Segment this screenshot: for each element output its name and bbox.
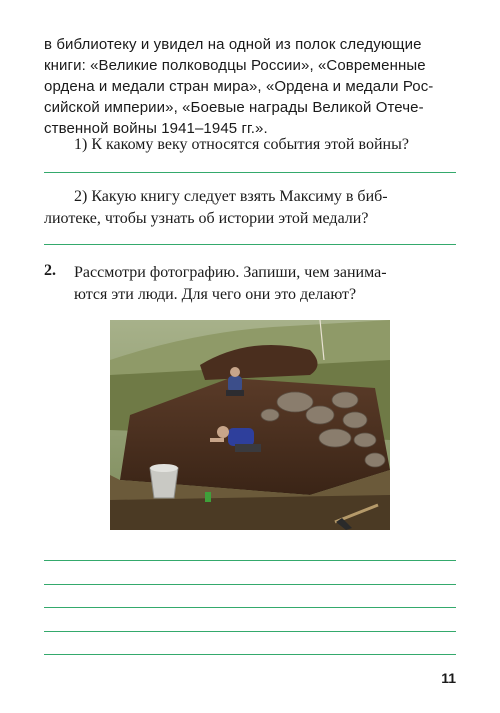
question-1 [74, 134, 409, 156]
intro-paragraph [44, 34, 458, 139]
answer-line[interactable] [44, 631, 456, 632]
answer-line[interactable] [44, 244, 456, 245]
answer-line[interactable] [44, 172, 456, 173]
intro-line: книги: «Великие полководцы России», «Современные [44, 57, 426, 74]
question-2-cont [44, 208, 368, 230]
answer-line[interactable] [44, 607, 456, 608]
task-2 [74, 262, 387, 306]
excavation-photo-image [110, 320, 390, 530]
task-2-line: ются эти люди. Для чего они это делают? [74, 286, 357, 303]
question-2 [74, 186, 388, 208]
page-number: 11 [441, 670, 456, 686]
intro-line: ордена и медали стран мира», «Ордена и медали Рос- [44, 78, 434, 95]
task-2-line: Рассмотри фотографию. Запиши, чем занима- [74, 264, 387, 281]
answer-line[interactable] [44, 584, 456, 585]
question-1-text: 1) К какому веку относятся события этой войны? [74, 136, 409, 153]
intro-line: в библиотеку и увидел на одной из полок следующие [44, 36, 422, 53]
answer-line[interactable] [44, 654, 456, 655]
question-2-line: 2) Какую книгу следует взять Максиму в биб- [74, 188, 388, 205]
task-number: 2. [44, 262, 56, 279]
answer-line[interactable] [44, 560, 456, 561]
intro-line: сийской империи», «Боевые награды Великой Отече- [44, 99, 424, 116]
question-2-line: лиотеке, чтобы узнать об истории этой медали? [44, 210, 369, 227]
excavation-photo [110, 320, 390, 530]
intro-line: ственной войны 1941–1945 гг.». [44, 120, 268, 137]
